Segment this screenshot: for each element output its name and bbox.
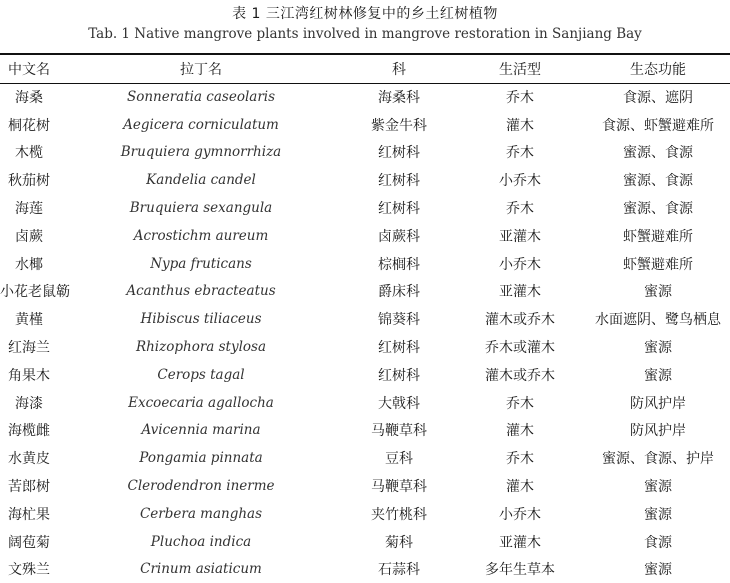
cell-life-form: 灌木 [506, 479, 534, 496]
cell-family: 菊科 [385, 534, 413, 551]
table-row [0, 472, 730, 500]
cell-ecological-function: 蜜源、食源、护岸 [602, 451, 714, 468]
cell-latin-name: Excoecaria agallocha [128, 394, 274, 411]
cell-family: 红树科 [378, 145, 420, 162]
cell-family: 大戟科 [378, 395, 420, 412]
cell-life-form: 亚灌木 [499, 534, 541, 551]
cell-ecological-function: 虾蟹避难所 [623, 228, 693, 245]
cell-chinese-name: 角果木 [8, 367, 50, 384]
cell-chinese-name: 海桑 [15, 89, 43, 106]
table-row [0, 222, 730, 250]
cell-chinese-name: 海榄雌 [8, 423, 50, 440]
cell-life-form: 乔木 [506, 395, 534, 412]
cell-family: 豆科 [385, 451, 413, 468]
cell-life-form: 小乔木 [499, 506, 541, 523]
table-row [0, 111, 730, 139]
cell-latin-name: Pluchoa indica [150, 533, 252, 550]
table-row [0, 139, 730, 167]
cell-latin-name: Acanthus ebracteatus [126, 283, 276, 300]
cell-chinese-name: 木榄 [15, 145, 43, 162]
cell-ecological-function: 蜜源 [644, 506, 672, 523]
table-row [0, 556, 730, 583]
table-body [0, 83, 730, 583]
table-caption-english: Tab. 1 Native mangrove plants involved in mangrove restoration in Sanjiang Bay [88, 26, 642, 42]
table-row [0, 250, 730, 278]
cell-family: 马鞭草科 [371, 423, 427, 440]
cell-chinese-name: 卤蕨 [15, 228, 43, 245]
cell-chinese-name: 黄槿 [15, 312, 43, 329]
cell-latin-name: Pongamia pinnata [139, 450, 263, 467]
cell-chinese-name: 水黄皮 [8, 451, 50, 468]
cell-life-form: 亚灌木 [499, 284, 541, 301]
table-row [0, 278, 730, 306]
cell-life-form: 多年生草本 [485, 562, 555, 579]
cell-ecological-function: 蜜源、食源 [623, 201, 693, 218]
cell-ecological-function: 蜜源 [644, 479, 672, 496]
cell-latin-name: Kandelia candel [146, 172, 256, 189]
cell-life-form: 乔木 [506, 89, 534, 106]
header-latin-name: 拉丁名 [180, 62, 222, 78]
cell-life-form: 乔木 [506, 451, 534, 468]
table-row [0, 389, 730, 417]
cell-ecological-function: 防风护岸 [630, 395, 686, 412]
table-row [0, 500, 730, 528]
cell-life-form: 乔木 [506, 201, 534, 218]
header-ecological-function: 生态功能 [630, 62, 686, 78]
cell-life-form: 灌木或乔木 [485, 312, 555, 329]
cell-latin-name: Crinum asiaticum [140, 561, 262, 578]
cell-family: 棕榈科 [378, 256, 420, 273]
cell-latin-name: Hibiscus tiliaceus [140, 311, 262, 328]
cell-family: 红树科 [378, 340, 420, 357]
cell-chinese-name: 苦郎树 [8, 479, 50, 496]
header-family: 科 [392, 62, 406, 78]
cell-chinese-name: 红海兰 [8, 340, 50, 357]
cell-family: 石蒜科 [378, 562, 420, 579]
header-row [0, 55, 730, 83]
cell-latin-name: Acrostichm aureum [133, 227, 269, 244]
cell-family: 爵床科 [378, 284, 420, 301]
cell-ecological-function: 蜜源 [644, 367, 672, 384]
cell-family: 红树科 [378, 201, 420, 218]
cell-life-form: 灌木 [506, 117, 534, 134]
cell-ecological-function: 食源、遮阴 [623, 89, 693, 106]
cell-family: 夹竹桃科 [371, 506, 427, 523]
cell-latin-name: Nypa fruticans [150, 255, 252, 272]
cell-ecological-function: 食源 [644, 534, 672, 551]
cell-ecological-function: 蜜源、食源 [623, 173, 693, 190]
cell-ecological-function: 水面遮阴、鹭鸟栖息 [595, 312, 721, 329]
cell-life-form: 小乔木 [499, 173, 541, 190]
cell-latin-name: Aegicera corniculatum [123, 116, 279, 133]
cell-family: 锦葵科 [378, 312, 420, 329]
cell-ecological-function: 蜜源 [644, 284, 672, 301]
table-row [0, 194, 730, 222]
table-row [0, 444, 730, 472]
table-row [0, 83, 730, 111]
table-caption-chinese: 表 1 三江湾红树林修复中的乡土红树植物 [232, 6, 498, 22]
cell-chinese-name: 桐花树 [8, 117, 50, 134]
table-row [0, 333, 730, 361]
cell-chinese-name: 海杧果 [8, 506, 50, 523]
cell-ecological-function: 防风护岸 [630, 423, 686, 440]
header-chinese-name: 中文名 [8, 62, 50, 78]
cell-family: 红树科 [378, 367, 420, 384]
table-row [0, 417, 730, 445]
cell-chinese-name: 水椰 [15, 256, 43, 273]
cell-chinese-name: 海莲 [15, 201, 43, 218]
mangrove-plants-table [0, 55, 730, 583]
cell-latin-name: Bruquiera gymnorrhiza [120, 144, 282, 161]
cell-life-form: 乔木 [506, 145, 534, 162]
cell-ecological-function: 蜜源、食源 [623, 145, 693, 162]
table-row [0, 166, 730, 194]
cell-ecological-function: 虾蟹避难所 [623, 256, 693, 273]
cell-chinese-name: 阔苞菊 [8, 534, 50, 551]
cell-ecological-function: 食源、虾蟹避难所 [602, 117, 714, 134]
cell-latin-name: Bruquiera sexangula [129, 200, 273, 217]
cell-family: 卤蕨科 [378, 228, 420, 245]
cell-chinese-name: 文殊兰 [8, 562, 50, 579]
cell-chinese-name: 小花老鼠簕 [0, 284, 70, 301]
cell-life-form: 小乔木 [499, 256, 541, 273]
cell-family: 红树科 [378, 173, 420, 190]
cell-life-form: 亚灌木 [499, 228, 541, 245]
cell-latin-name: Cerbera manghas [139, 505, 263, 522]
cell-family: 紫金牛科 [371, 117, 427, 134]
cell-latin-name: Cerops tagal [157, 366, 245, 383]
cell-chinese-name: 海漆 [15, 395, 43, 412]
table-row [0, 361, 730, 389]
cell-ecological-function: 蜜源 [644, 340, 672, 357]
cell-life-form: 灌木 [506, 423, 534, 440]
header-life-form: 生活型 [499, 62, 541, 78]
cell-latin-name: Avicennia marina [141, 422, 261, 439]
cell-family: 海桑科 [378, 89, 420, 106]
cell-chinese-name: 秋茄树 [8, 173, 50, 190]
table-row [0, 305, 730, 333]
cell-ecological-function: 蜜源 [644, 562, 672, 579]
cell-latin-name: Clerodendron inerme [127, 478, 275, 495]
cell-latin-name: Rhizophora stylosa [135, 339, 267, 356]
cell-family: 马鞭草科 [371, 479, 427, 496]
cell-life-form: 乔木或灌木 [485, 340, 555, 357]
cell-life-form: 灌木或乔木 [485, 367, 555, 384]
cell-latin-name: Sonneratia caseolaris [126, 88, 276, 105]
table-row [0, 528, 730, 556]
